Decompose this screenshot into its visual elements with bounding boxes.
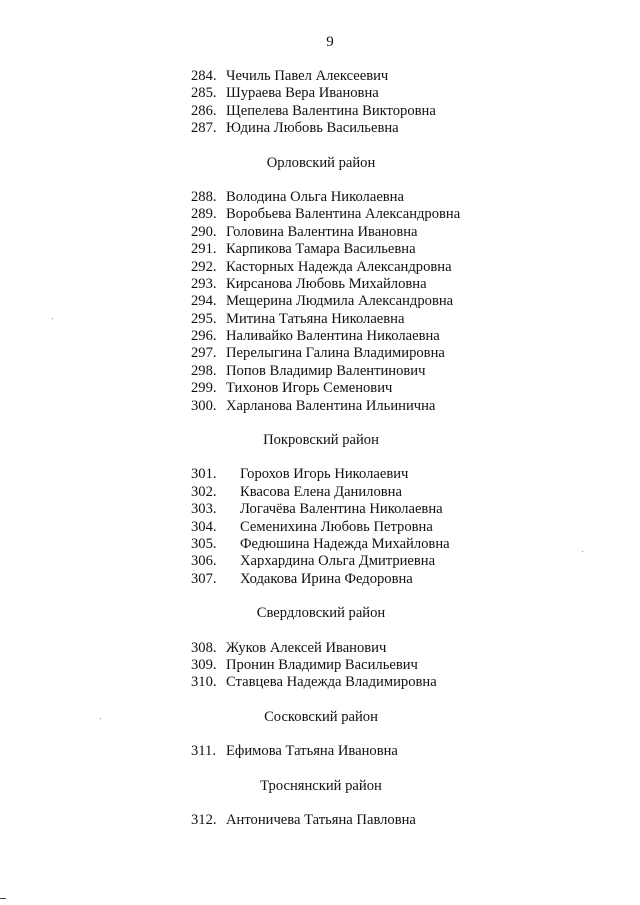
list-item	[191, 657, 511, 674]
entry-name: Квасова Елена Даниловна	[240, 483, 402, 500]
district-heading: Свердловский район	[256, 605, 386, 622]
entry-number: 304.	[191, 518, 217, 535]
entry-number: 288.	[191, 188, 217, 205]
entry-number: 300.	[191, 397, 217, 414]
entry-number: 294.	[191, 293, 217, 310]
list-item	[191, 189, 511, 206]
district-heading: Покровский район	[263, 432, 379, 449]
entry-name: Чечиль Павел Алексеевич	[226, 68, 389, 84]
entry-number: 296.	[191, 328, 217, 345]
entry-number: 299.	[191, 380, 217, 397]
entry-number: 297.	[191, 345, 217, 362]
section-pokrovsky	[191, 432, 511, 588]
entry-number: 308.	[191, 639, 217, 656]
entry-name: Наливайко Валентина Николаевна	[226, 328, 440, 345]
entry-name: Карпикова Тамара Васильевна	[226, 241, 416, 258]
entry-name: Кирсанова Любовь Михайловна	[226, 275, 427, 292]
entry-number: 307.	[191, 570, 217, 587]
entry-number: 302.	[191, 483, 217, 500]
entry-name: Федюшина Надежда Михайловна	[240, 535, 450, 552]
entry-number: 310.	[191, 674, 217, 691]
entry-name: Логачёва Валентина Николаевна	[240, 501, 443, 518]
list-item	[191, 380, 511, 397]
list-item	[191, 398, 511, 415]
list-item	[191, 293, 511, 310]
list-item	[191, 743, 511, 760]
entry-name: Касторных Надежда Александровна	[226, 258, 452, 275]
entry-number: 312.	[191, 811, 217, 828]
list-item	[191, 363, 511, 380]
district-heading: Орловский район	[266, 154, 376, 171]
list-item	[191, 224, 511, 241]
list-item	[191, 206, 511, 223]
list-item	[191, 536, 511, 553]
entry-name: Жуков Алексей Иванович	[226, 639, 387, 656]
list-item	[191, 259, 511, 276]
scan-speck	[52, 318, 53, 319]
entry-name: Митина Татьяна Николаевна	[226, 310, 405, 327]
entry-number: 305.	[191, 535, 217, 552]
entry-number: 309.	[191, 656, 217, 673]
entry-name: Юдина Любовь Васильевна	[226, 120, 399, 137]
entry-name: Головина Валентина Ивановна	[226, 223, 418, 240]
entry-name: Пронин Владимир Васильевич	[226, 656, 418, 673]
entry-name: Ефимова Татьяна Ивановна	[226, 743, 398, 760]
entry-number: 286.	[191, 102, 217, 119]
list-item	[191, 519, 511, 536]
page-number: 9	[326, 34, 334, 50]
list-item	[191, 103, 511, 120]
entry-name: Ходакова Ирина Федоровна	[240, 570, 413, 587]
section-soskovsky	[191, 709, 511, 761]
list-item	[191, 241, 511, 258]
entry-name: Щепелева Валентина Викторовна	[226, 102, 436, 119]
entry-number: 284.	[191, 68, 217, 84]
section-trosnyansky	[191, 778, 511, 830]
list-item	[191, 466, 511, 483]
scan-speck	[100, 718, 101, 719]
entry-number: 298.	[191, 362, 217, 379]
entry-name: Горохов Игорь Николаевич	[240, 466, 409, 483]
list-item	[191, 120, 511, 137]
list-item	[191, 276, 511, 293]
district-heading: Троснянский район	[260, 777, 382, 794]
list-item	[191, 484, 511, 501]
entry-name: Воробьева Валентина Александровна	[226, 206, 461, 223]
entry-number: 311.	[191, 743, 216, 760]
entry-number: 290.	[191, 223, 217, 240]
entry-name: Антоничева Татьяна Павловна	[226, 811, 416, 828]
entry-number: 292.	[191, 258, 217, 275]
entry-name: Шураева Вера Ивановна	[226, 85, 379, 102]
entry-number: 303.	[191, 501, 217, 518]
award-list	[191, 68, 511, 829]
entry-number: 291.	[191, 241, 217, 258]
list-item	[191, 345, 511, 362]
entry-number: 289.	[191, 206, 217, 223]
entry-name: Володина Ольга Николаевна	[226, 188, 404, 205]
district-heading: Сосковский район	[264, 708, 378, 725]
list-item	[191, 68, 511, 85]
entry-number: 301.	[191, 466, 217, 483]
entry-name: Семенихина Любовь Петровна	[240, 518, 433, 535]
section-orlovsky	[191, 155, 511, 415]
list-item	[191, 571, 511, 588]
list-item	[191, 640, 511, 657]
entry-name: Харланова Валентина Ильинична	[226, 397, 436, 414]
entry-name: Перелыгина Галина Владимировна	[226, 345, 445, 362]
entry-name: Тихонов Игорь Семенович	[226, 380, 393, 397]
list-item	[191, 85, 511, 102]
entry-number: 285.	[191, 85, 217, 102]
list-item	[191, 812, 511, 829]
section-sverdlovsky	[191, 605, 511, 692]
list-item	[191, 553, 511, 570]
entry-number: 287.	[191, 120, 217, 137]
entry-name: Мещерина Людмила Александровна	[226, 293, 454, 310]
entry-name: Хархардина Ольга Дмитриевна	[240, 553, 436, 570]
entry-number: 295.	[191, 310, 217, 327]
entry-number: 306.	[191, 553, 217, 570]
section-continuation	[191, 68, 511, 138]
list-item	[191, 311, 511, 328]
scan-speck	[582, 551, 583, 552]
entry-number: 293.	[191, 275, 217, 292]
list-item	[191, 674, 511, 691]
list-item	[191, 328, 511, 345]
entry-name: Ставцева Надежда Владимировна	[226, 674, 437, 691]
list-item	[191, 501, 511, 518]
scan-edge-mark	[0, 898, 6, 899]
entry-name: Попов Владимир Валентинович	[226, 362, 426, 379]
